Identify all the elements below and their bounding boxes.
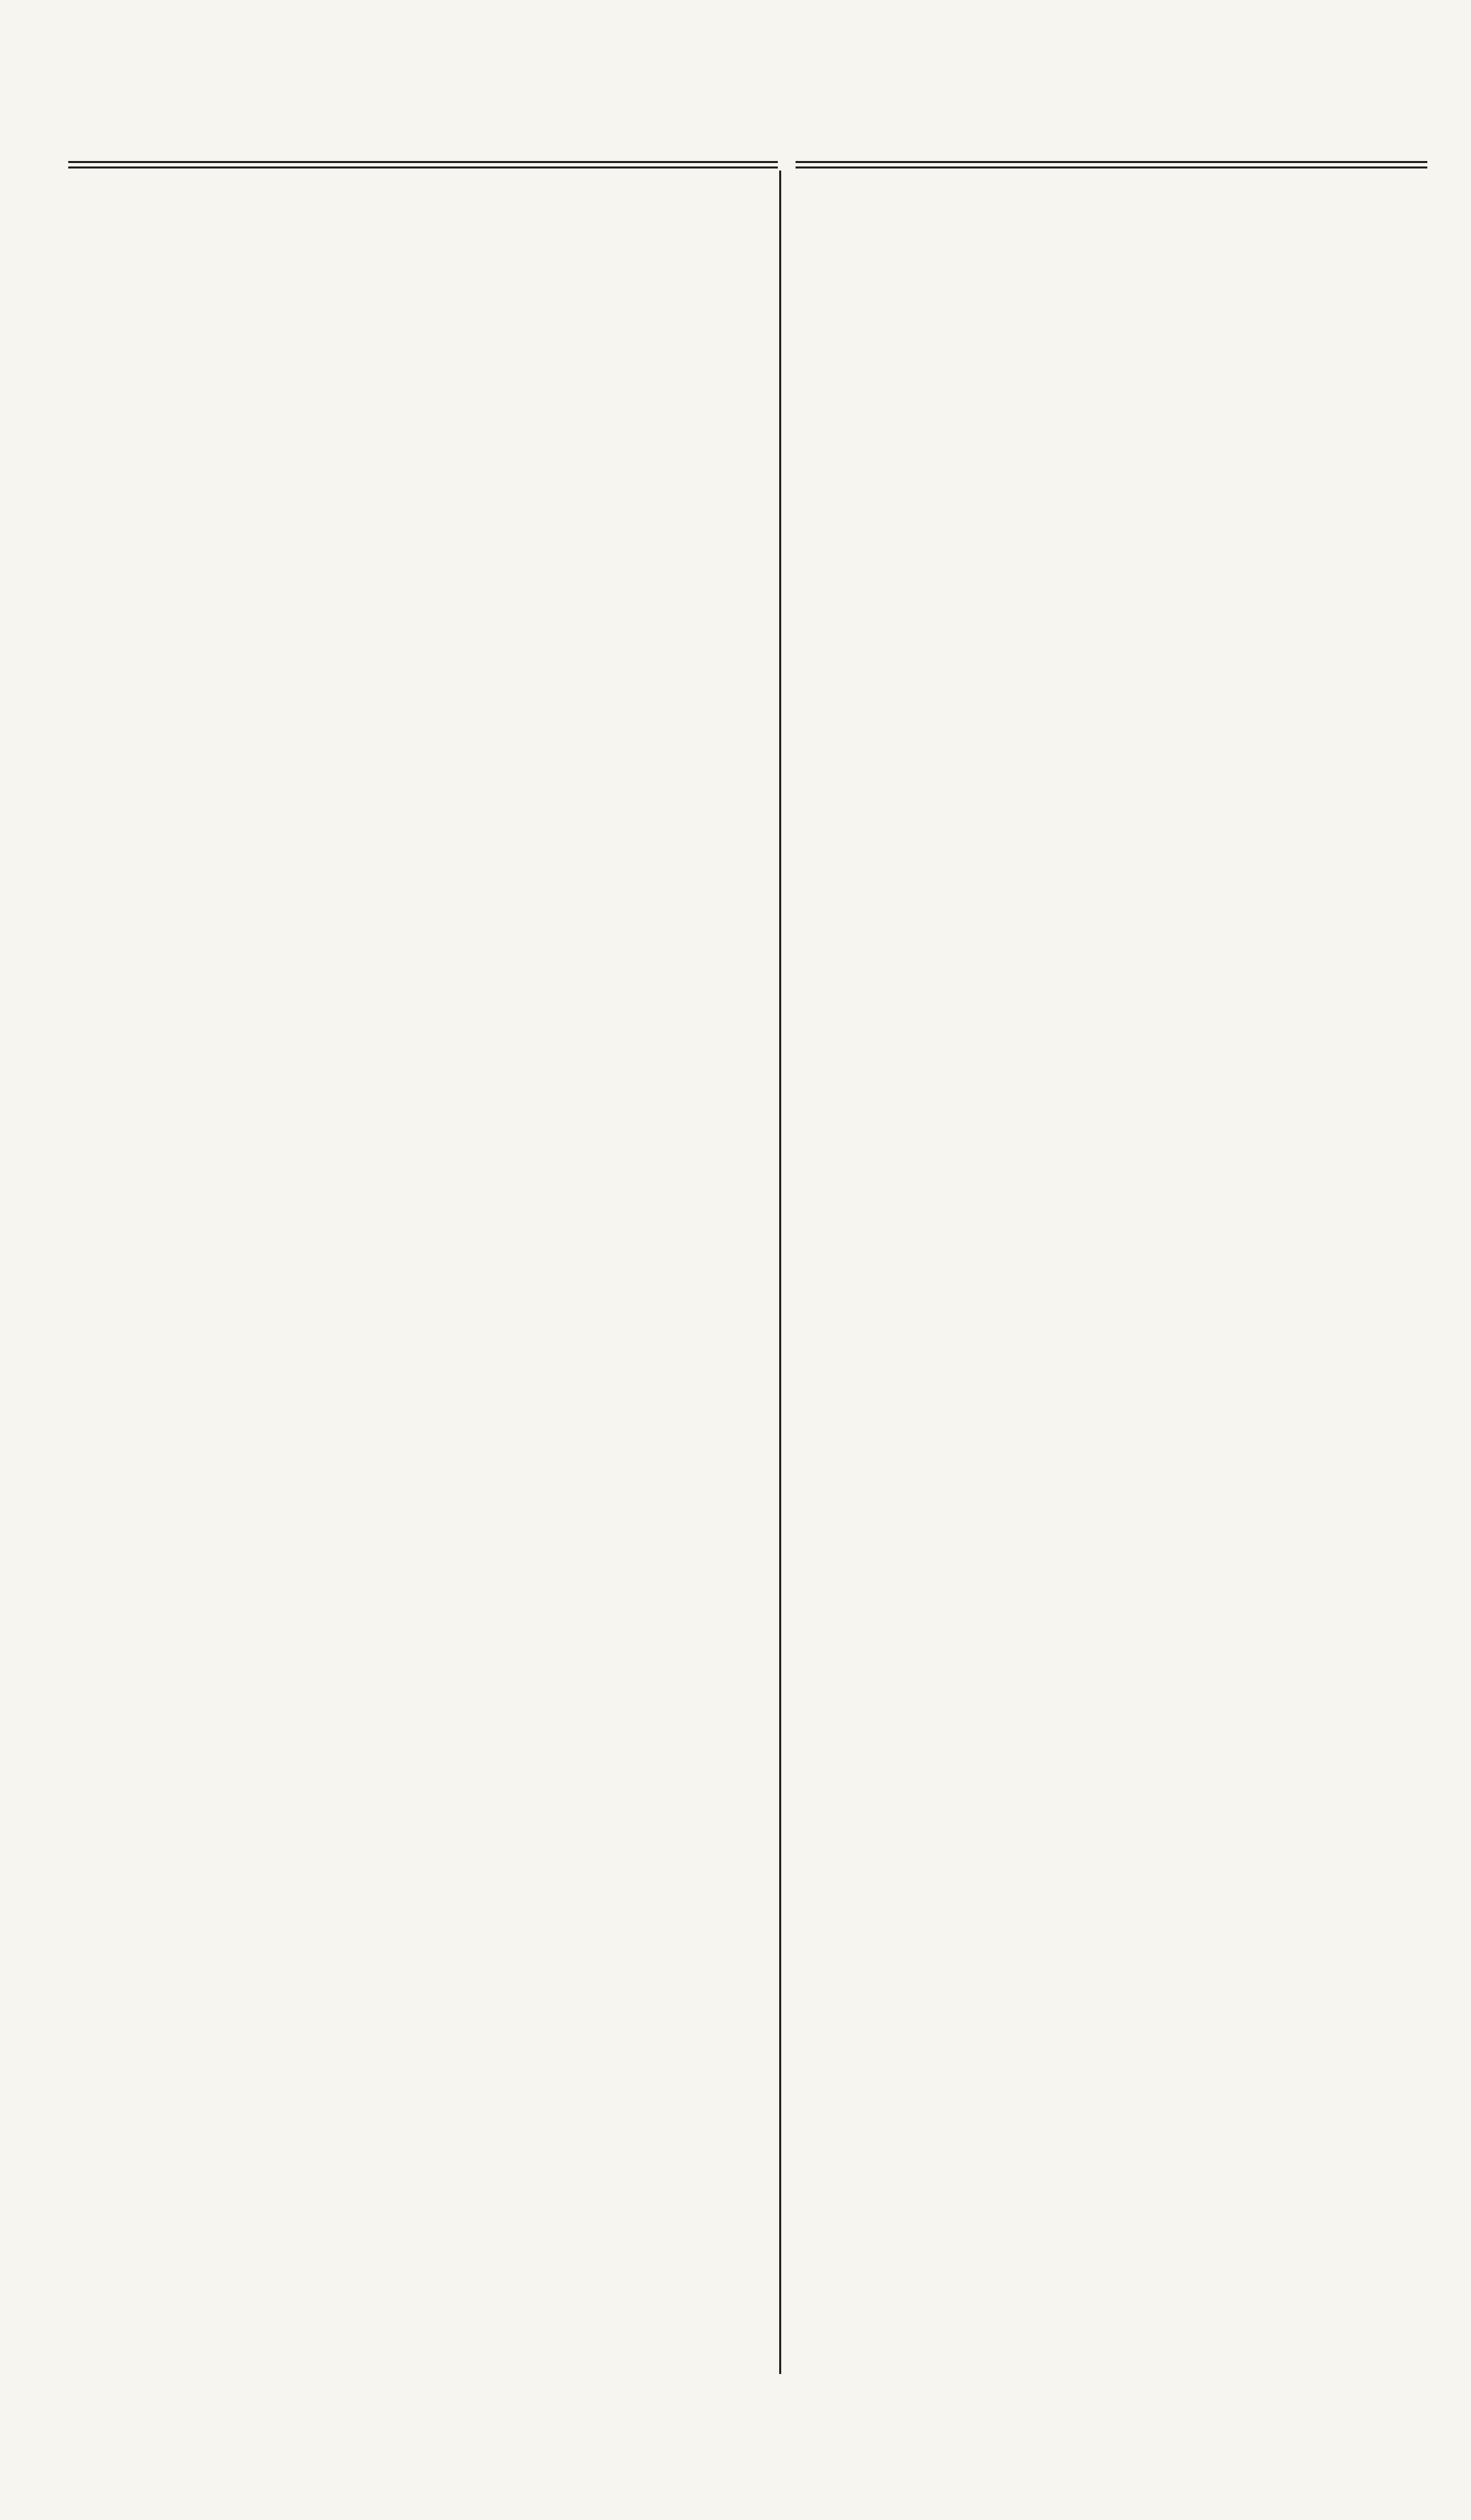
page-header xyxy=(55,85,1426,126)
left-column xyxy=(70,181,760,196)
top-rule-left-2 xyxy=(68,166,778,169)
column-divider xyxy=(779,171,781,2374)
top-rule-left xyxy=(68,161,778,163)
top-rule-right-2 xyxy=(796,166,1427,169)
top-rule-right xyxy=(796,161,1427,163)
right-column xyxy=(798,181,1403,188)
